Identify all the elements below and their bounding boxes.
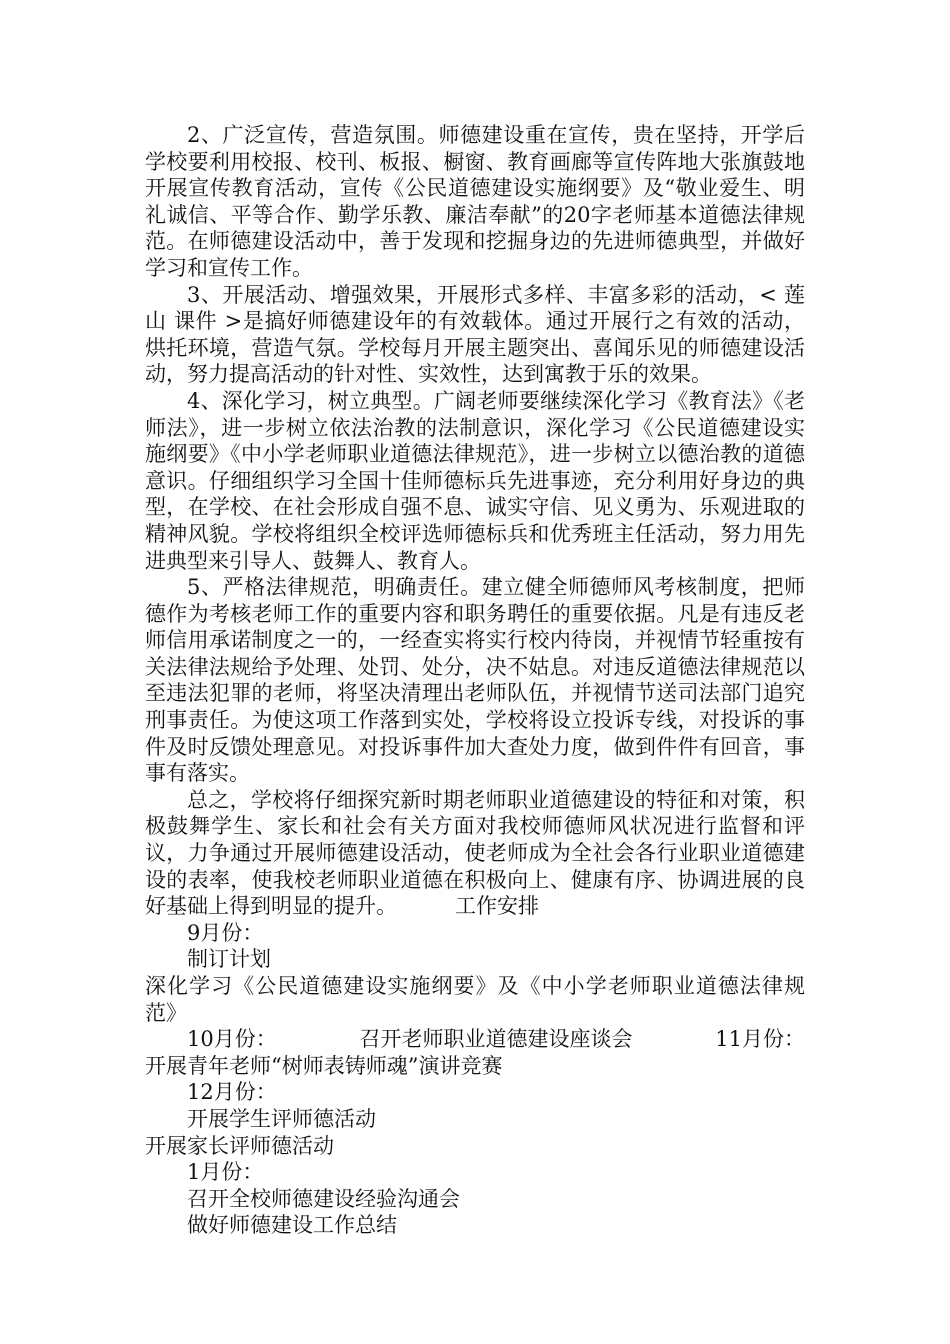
schedule-item: 召开老师职业道德建设座谈会 [359, 1027, 633, 1052]
schedule-month-dec: 12月份： [187, 1080, 277, 1105]
schedule-item: 开展家长评师德活动 [145, 1133, 334, 1158]
schedule-item: 深化学习《公民道德建设实施纲要》及《中小学老师职业道德法律规范》 [145, 974, 805, 1025]
paragraph-publicity: 2、广泛宣传，营造氛围。师德建设重在宣传，贵在坚持，开学后学校要利用校报、校刊、板报、橱窗、教育画廊等宣传阵地大张旗鼓地开展宣传教育活动，宣传《公民道德建设实施纲要》及“敬业爱生、明礼诚信、平等合作、勤学乐教、廉洁奉献”的20字老师基本道德法律规范。在师德建设活动中，善于发现和挖掘身边的先进师德典型，并做好学习和宣传工作。 [145, 123, 805, 280]
document-page [145, 122, 805, 1239]
paragraph-activities: 3、开展活动、增强效果，开展形式多样、丰富多彩的活动，< 莲山 课件 >是搞好师德建设年的有效载体。通过开展行之有效的活动，烘托环境，营造气氛。学校每月开展主题突出、喜闻乐见的师德建设活动，努力提高活动的针对性、实效性，达到寓教于乐的效果。 [145, 282, 805, 387]
schedule-month-jan: 1月份： [187, 1160, 264, 1185]
schedule-item: 制订计划 [187, 947, 271, 972]
schedule-item: 开展学生评师德活动 [187, 1106, 376, 1131]
schedule-item: 做好师德建设工作总结 [187, 1213, 397, 1238]
schedule-month-nov: 11月份： [715, 1027, 805, 1052]
schedule-heading: 工作安排 [455, 894, 539, 919]
schedule-month-oct: 10月份： [187, 1027, 277, 1052]
schedule-item: 开展青年老师“树师表铸师魂”演讲竞赛 [145, 1053, 503, 1078]
paragraph-regulation: 5、严格法律规范，明确责任。建立健全师德师风考核制度，把师德作为考核老师工作的重要内容和职务聘任的重要依据。凡是有违反老师信用承诺制度之一的，一经查实将实行校内待岗，并视情节轻重按有关法律法规给予处理、处罚、处分，决不姑息。对违反道德法律规范以至违法犯罪的老师，将坚决清理出老师队伍，并视情节送司法部门追究刑事责任。为使这项工作落到实处，学校将设立投诉专线，对投诉的事件及时反馈处理意见。对投诉事件加大查处力度，做到件件有回音，事事有落实。 [145, 575, 805, 786]
schedule-item: 召开全校师德建设经验沟通会 [187, 1186, 460, 1211]
summary-text: 总之，学校将仔细探究新时期老师职业道德建设的特征和对策，积极鼓舞学生、家长和社会有关方面对我校师德师风状况进行监督和评议，力争通过开展师德建设活动，使老师成为全社会各行业职业道德建设的表率，使我校老师职业道德在积极向上、健康有序、协调进展的良好基础上得到明显的提升。 [145, 787, 805, 919]
schedule-month-sep: 9月份： [187, 920, 264, 945]
paragraph-summary [145, 787, 805, 920]
schedule-line-oct-nov [145, 1026, 805, 1053]
paragraph-study: 4、深化学习，树立典型。广阔老师要继续深化学习《教育法》《老师法》，进一步树立依法治教的法制意识，深化学习《公民道德建设实施纲要》《中小学老师职业道德法律规范》，进一步树立以德治教的道德意识。仔细组织学习全国十佳师德标兵先进事迹，充分利用好身边的典型，在学校、在社会形成自强不息、诚实守信、见义勇为、乐观进取的精神风貌。学校将组织全校评选师德标兵和优秀班主任活动，努力用先进典型来引导人、鼓舞人、教育人。 [145, 388, 805, 573]
